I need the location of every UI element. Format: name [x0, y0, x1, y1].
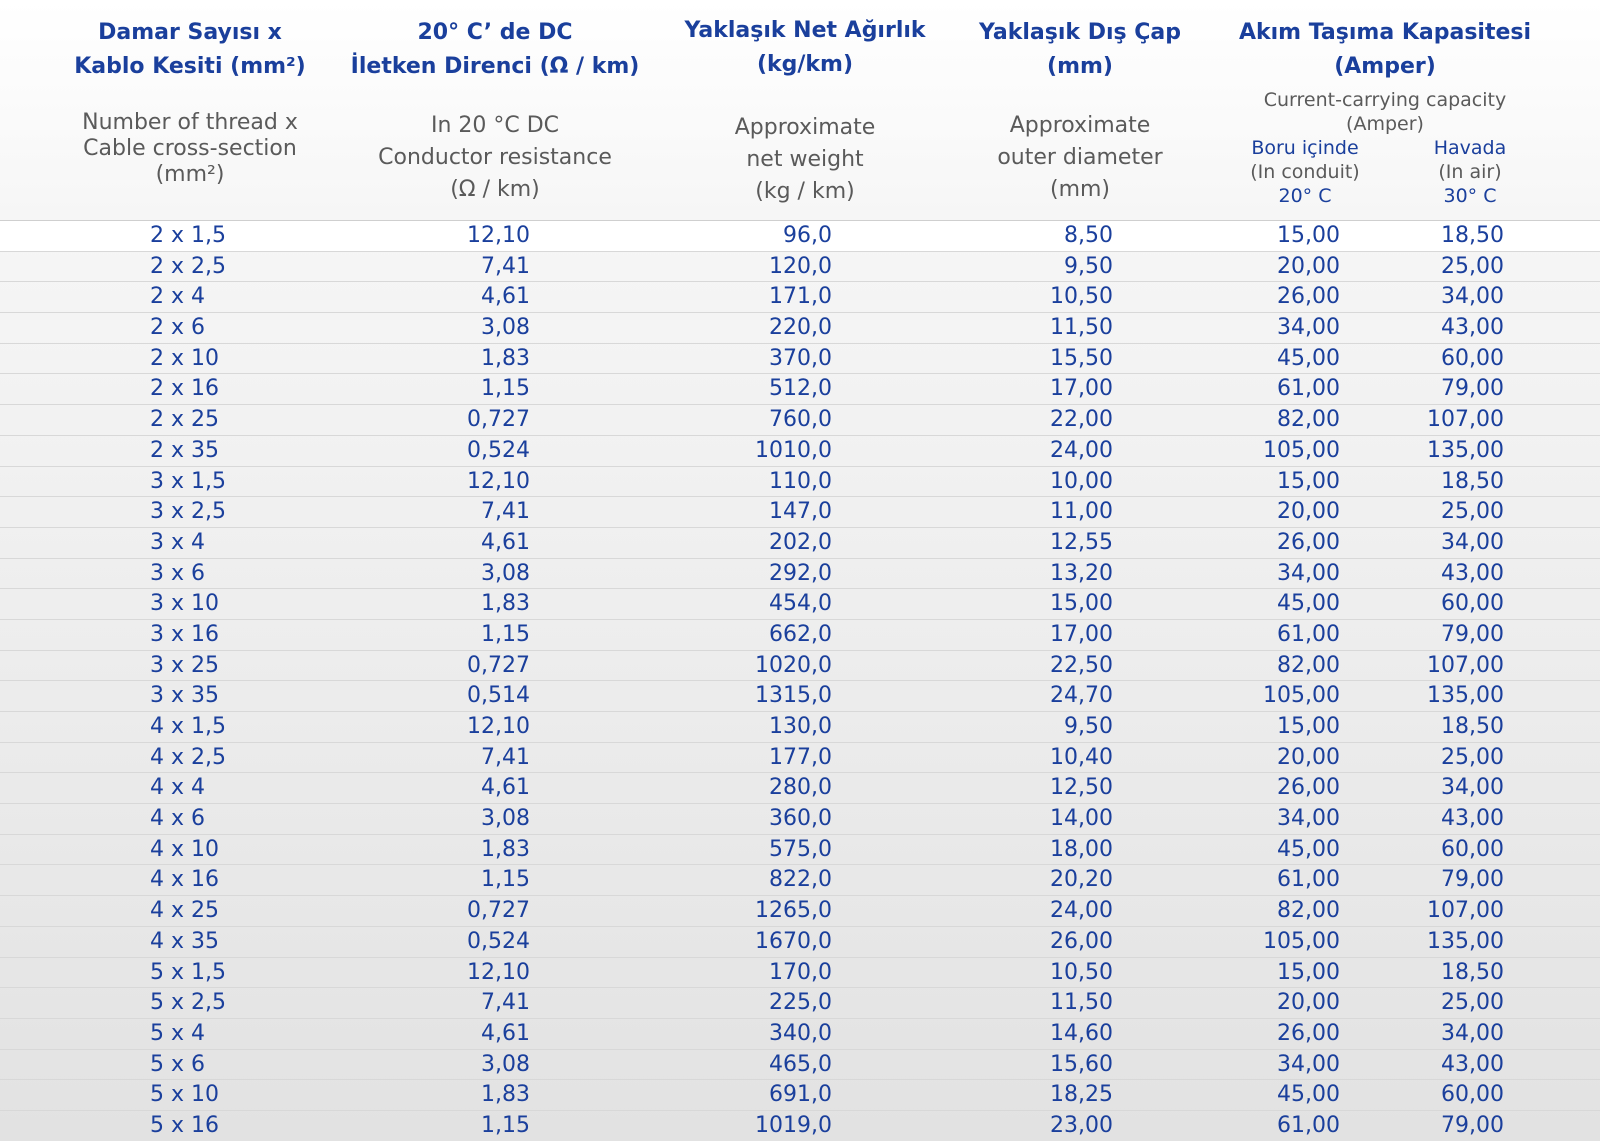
cell-resistance: 1,15	[481, 867, 530, 893]
subheader-in-air-tr: Havada	[1433, 137, 1507, 159]
header-outer-diameter-tr-2: (mm)	[1047, 54, 1113, 79]
cell-net-weight: 1010,0	[755, 437, 832, 463]
cell-thread-section: 3 x 35	[150, 683, 219, 709]
cell-capacity-air: 18,50	[1441, 714, 1504, 739]
cell-thread-section: 5 x 6	[150, 1051, 205, 1077]
cell-capacity-conduit: 61,00	[1277, 376, 1340, 402]
cell-net-weight: 220,0	[769, 315, 832, 341]
cell-thread-section: 2 x 25	[150, 407, 219, 433]
cell-thread-section: 2 x 35	[150, 437, 219, 463]
header-thread-count	[40, 16, 340, 188]
header-outer-diameter-en-2: outer diameter	[997, 145, 1163, 170]
cell-capacity-air: 18,50	[1441, 468, 1504, 494]
table-row	[0, 650, 1600, 681]
table-row	[0, 496, 1600, 527]
cell-capacity-conduit: 20,00	[1277, 990, 1340, 1016]
cell-outer-diameter: 14,60	[1050, 1020, 1113, 1046]
cell-outer-diameter: 15,00	[1050, 591, 1113, 617]
cell-outer-diameter: 11,50	[1050, 315, 1113, 341]
cell-outer-diameter: 18,00	[1050, 836, 1113, 862]
cell-capacity-air: 34,00	[1441, 775, 1504, 801]
cell-thread-section: 3 x 1,5	[150, 468, 226, 494]
cell-net-weight: 575,0	[769, 836, 832, 862]
cell-net-weight: 1670,0	[755, 928, 832, 954]
header-net-weight-en-3: (kg / km)	[755, 179, 855, 204]
cell-capacity-air: 135,00	[1427, 683, 1504, 709]
cell-thread-section: 3 x 25	[150, 652, 219, 678]
table-row	[0, 742, 1600, 773]
header-resistance-tr-2: İletken Direnci (Ω / km)	[350, 54, 640, 79]
cell-capacity-air: 34,00	[1441, 284, 1504, 310]
cell-resistance: 0,727	[467, 652, 530, 678]
cell-capacity-air: 79,00	[1441, 1112, 1504, 1138]
cell-capacity-conduit: 105,00	[1263, 683, 1340, 709]
cell-resistance: 4,61	[481, 529, 530, 555]
cell-capacity-conduit: 45,00	[1277, 1082, 1340, 1108]
header-current-capacity	[1215, 16, 1555, 136]
subheader-in-air	[1410, 136, 1530, 208]
header-thread-count-tr-1: Damar Sayısı x	[98, 20, 282, 45]
table-row	[0, 680, 1600, 711]
table-row	[0, 466, 1600, 497]
cell-net-weight: 130,0	[769, 714, 832, 739]
cell-capacity-conduit: 82,00	[1277, 898, 1340, 924]
header-resistance-en-2: Conductor resistance	[378, 145, 612, 170]
header-thread-count-en-2: Cable cross-section	[83, 136, 297, 161]
table-row	[0, 588, 1600, 619]
cell-outer-diameter: 10,00	[1050, 468, 1113, 494]
table-row	[0, 1110, 1600, 1141]
cell-net-weight: 1265,0	[755, 898, 832, 924]
subheader-in-conduit	[1225, 136, 1385, 208]
header-current-capacity-tr-1: Akım Taşıma Kapasitesi	[1238, 20, 1532, 45]
header-thread-count-tr-2: Kablo Kesiti (mm²)	[74, 54, 306, 79]
table-row	[0, 251, 1600, 282]
header-current-capacity-tr-2: (Amper)	[1334, 54, 1436, 79]
cell-thread-section: 4 x 35	[150, 928, 219, 954]
cell-capacity-air: 135,00	[1427, 437, 1504, 463]
cell-net-weight: 1020,0	[755, 652, 832, 678]
cell-net-weight: 662,0	[769, 621, 832, 647]
cell-net-weight: 177,0	[769, 744, 832, 770]
cell-thread-section: 2 x 10	[150, 345, 219, 371]
table-row	[0, 343, 1600, 374]
table-row	[0, 834, 1600, 865]
cell-thread-section: 2 x 1,5	[150, 223, 226, 248]
cell-capacity-conduit: 105,00	[1263, 928, 1340, 954]
table-row	[0, 803, 1600, 834]
cell-resistance: 7,41	[481, 499, 530, 525]
cell-net-weight: 1315,0	[755, 683, 832, 709]
subheader-in-air-temp: 30° C	[1443, 185, 1497, 207]
header-outer-diameter	[950, 16, 1210, 206]
cell-capacity-conduit: 26,00	[1277, 284, 1340, 310]
cell-thread-section: 5 x 4	[150, 1020, 205, 1046]
cell-thread-section: 4 x 25	[150, 898, 219, 924]
cell-capacity-air: 79,00	[1441, 376, 1504, 402]
cell-outer-diameter: 24,00	[1050, 437, 1113, 463]
cell-capacity-conduit: 61,00	[1277, 621, 1340, 647]
cell-capacity-conduit: 26,00	[1277, 775, 1340, 801]
cell-thread-section: 4 x 10	[150, 836, 219, 862]
cell-capacity-conduit: 26,00	[1277, 529, 1340, 555]
cell-resistance: 0,727	[467, 898, 530, 924]
header-net-weight	[655, 14, 955, 208]
cell-outer-diameter: 24,00	[1050, 898, 1113, 924]
cell-capacity-air: 18,50	[1441, 959, 1504, 985]
table-row	[0, 987, 1600, 1018]
subheader-in-conduit-tr: Boru içinde	[1251, 137, 1359, 159]
cell-net-weight: 454,0	[769, 591, 832, 617]
cell-net-weight: 340,0	[769, 1020, 832, 1046]
cell-resistance: 3,08	[481, 315, 530, 341]
header-current-capacity-en-1: Current-carrying capacity	[1263, 89, 1507, 111]
cell-resistance: 7,41	[481, 744, 530, 770]
cell-outer-diameter: 23,00	[1050, 1112, 1113, 1138]
cell-thread-section: 2 x 16	[150, 376, 219, 402]
header-current-capacity-en-2: (Amper)	[1346, 113, 1424, 135]
table-row	[0, 619, 1600, 650]
table-row	[0, 312, 1600, 343]
table-row	[0, 864, 1600, 895]
cell-capacity-air: 25,00	[1441, 253, 1504, 279]
cell-capacity-air: 60,00	[1441, 836, 1504, 862]
cell-capacity-air: 107,00	[1427, 898, 1504, 924]
table-row	[0, 957, 1600, 988]
cell-thread-section: 2 x 6	[150, 315, 205, 341]
cell-capacity-conduit: 61,00	[1277, 1112, 1340, 1138]
table-row	[0, 1079, 1600, 1110]
cell-capacity-conduit: 15,00	[1277, 468, 1340, 494]
cell-net-weight: 691,0	[769, 1082, 832, 1108]
cell-outer-diameter: 8,50	[1064, 223, 1113, 248]
header-outer-diameter-tr-1: Yaklaşık Dış Çap	[979, 20, 1181, 45]
cell-outer-diameter: 12,55	[1050, 529, 1113, 555]
cell-outer-diameter: 12,50	[1050, 775, 1113, 801]
header-net-weight-tr-2: (kg/km)	[756, 52, 854, 77]
cell-thread-section: 3 x 2,5	[150, 499, 226, 525]
cell-capacity-conduit: 82,00	[1277, 407, 1340, 433]
cell-capacity-conduit: 34,00	[1277, 806, 1340, 832]
cell-net-weight: 760,0	[769, 407, 832, 433]
cell-capacity-air: 60,00	[1441, 1082, 1504, 1108]
subheader-in-air-en: (In air)	[1438, 161, 1502, 183]
header-outer-diameter-en-3: (mm)	[1049, 177, 1111, 202]
header-resistance-en-3: (Ω / km)	[450, 177, 540, 202]
cell-net-weight: 292,0	[769, 560, 832, 586]
cell-capacity-conduit: 15,00	[1277, 223, 1340, 248]
cell-capacity-conduit: 26,00	[1277, 1020, 1340, 1046]
cell-resistance: 3,08	[481, 1051, 530, 1077]
cell-net-weight: 225,0	[769, 990, 832, 1016]
cell-capacity-air: 34,00	[1441, 1020, 1504, 1046]
cell-capacity-conduit: 15,00	[1277, 959, 1340, 985]
cell-resistance: 0,514	[467, 683, 530, 709]
cell-capacity-conduit: 20,00	[1277, 253, 1340, 279]
cell-net-weight: 202,0	[769, 529, 832, 555]
table-row	[0, 558, 1600, 589]
cell-resistance: 0,727	[467, 407, 530, 433]
cell-net-weight: 170,0	[769, 959, 832, 985]
table-row	[0, 527, 1600, 558]
cell-capacity-conduit: 105,00	[1263, 437, 1340, 463]
cell-resistance: 4,61	[481, 775, 530, 801]
table-row	[0, 772, 1600, 803]
cell-capacity-air: 25,00	[1441, 744, 1504, 770]
cell-resistance: 7,41	[481, 253, 530, 279]
header-thread-count-en-1: Number of thread x	[82, 110, 298, 135]
cell-thread-section: 4 x 6	[150, 806, 205, 832]
cell-resistance: 1,15	[481, 1112, 530, 1138]
cell-thread-section: 5 x 1,5	[150, 959, 226, 985]
cell-resistance: 1,83	[481, 1082, 530, 1108]
cell-capacity-air: 43,00	[1441, 560, 1504, 586]
cell-resistance: 1,15	[481, 621, 530, 647]
cell-capacity-air: 79,00	[1441, 621, 1504, 647]
table-row	[0, 404, 1600, 435]
cell-net-weight: 370,0	[769, 345, 832, 371]
cell-capacity-air: 43,00	[1441, 1051, 1504, 1077]
cell-outer-diameter: 9,50	[1064, 253, 1113, 279]
cell-thread-section: 4 x 16	[150, 867, 219, 893]
header-thread-count-en-3: (mm²)	[155, 162, 225, 187]
header-net-weight-en-2: net weight	[746, 147, 864, 172]
cell-capacity-air: 60,00	[1441, 591, 1504, 617]
cell-capacity-air: 107,00	[1427, 407, 1504, 433]
cell-capacity-conduit: 45,00	[1277, 591, 1340, 617]
table-body	[0, 220, 1600, 1141]
table-row	[0, 373, 1600, 404]
subheader-in-conduit-en: (In conduit)	[1250, 161, 1360, 183]
cell-capacity-air: 25,00	[1441, 499, 1504, 525]
cell-outer-diameter: 9,50	[1064, 714, 1113, 739]
cell-thread-section: 2 x 2,5	[150, 253, 226, 279]
cell-net-weight: 147,0	[769, 499, 832, 525]
cell-resistance: 0,524	[467, 928, 530, 954]
cell-resistance: 3,08	[481, 806, 530, 832]
header-net-weight-tr-1: Yaklaşık Net Ağırlık	[684, 18, 926, 43]
cell-outer-diameter: 10,50	[1050, 284, 1113, 310]
cell-net-weight: 96,0	[783, 223, 832, 248]
table-row	[0, 926, 1600, 957]
cell-thread-section: 3 x 6	[150, 560, 205, 586]
cell-thread-section: 4 x 1,5	[150, 714, 226, 739]
cell-resistance: 0,524	[467, 437, 530, 463]
cell-outer-diameter: 17,00	[1050, 621, 1113, 647]
cell-capacity-air: 43,00	[1441, 806, 1504, 832]
table-row	[0, 1049, 1600, 1080]
cell-net-weight: 1019,0	[755, 1112, 832, 1138]
cell-resistance: 1,83	[481, 345, 530, 371]
cell-outer-diameter: 15,50	[1050, 345, 1113, 371]
header-outer-diameter-en-1: Approximate	[1009, 113, 1151, 138]
cell-capacity-air: 135,00	[1427, 928, 1504, 954]
cell-outer-diameter: 10,50	[1050, 959, 1113, 985]
cell-resistance: 4,61	[481, 1020, 530, 1046]
header-resistance-tr-1: 20° C’ de DC	[417, 20, 573, 45]
cell-thread-section: 2 x 4	[150, 284, 205, 310]
header-resistance	[335, 16, 655, 206]
cell-outer-diameter: 11,50	[1050, 990, 1113, 1016]
cell-capacity-conduit: 20,00	[1277, 499, 1340, 525]
header-net-weight-en-1: Approximate	[734, 115, 876, 140]
cell-capacity-air: 18,50	[1441, 223, 1504, 248]
cell-outer-diameter: 22,50	[1050, 652, 1113, 678]
cell-capacity-conduit: 45,00	[1277, 836, 1340, 862]
cell-capacity-air: 60,00	[1441, 345, 1504, 371]
cell-resistance: 1,83	[481, 836, 530, 862]
cell-thread-section: 3 x 16	[150, 621, 219, 647]
cell-resistance: 12,10	[467, 714, 530, 739]
cell-capacity-conduit: 34,00	[1277, 560, 1340, 586]
cell-outer-diameter: 14,00	[1050, 806, 1113, 832]
table-row	[0, 435, 1600, 466]
cell-capacity-air: 43,00	[1441, 315, 1504, 341]
cell-capacity-conduit: 61,00	[1277, 867, 1340, 893]
cell-net-weight: 465,0	[769, 1051, 832, 1077]
cell-capacity-conduit: 34,00	[1277, 1051, 1340, 1077]
cell-resistance: 1,83	[481, 591, 530, 617]
cell-outer-diameter: 24,70	[1050, 683, 1113, 709]
table-row	[0, 220, 1600, 251]
cell-outer-diameter: 22,00	[1050, 407, 1113, 433]
cell-thread-section: 4 x 2,5	[150, 744, 226, 770]
cell-capacity-air: 107,00	[1427, 652, 1504, 678]
cell-outer-diameter: 18,25	[1050, 1082, 1113, 1108]
cell-resistance: 12,10	[467, 468, 530, 494]
cell-capacity-air: 34,00	[1441, 529, 1504, 555]
cell-net-weight: 120,0	[769, 253, 832, 279]
cell-net-weight: 280,0	[769, 775, 832, 801]
cell-outer-diameter: 13,20	[1050, 560, 1113, 586]
cell-resistance: 1,15	[481, 376, 530, 402]
cell-thread-section: 5 x 2,5	[150, 990, 226, 1016]
cell-capacity-conduit: 45,00	[1277, 345, 1340, 371]
table-row	[0, 1018, 1600, 1049]
cell-net-weight: 360,0	[769, 806, 832, 832]
cell-thread-section: 3 x 10	[150, 591, 219, 617]
table-row	[0, 711, 1600, 742]
cell-thread-section: 3 x 4	[150, 529, 205, 555]
cell-capacity-conduit: 34,00	[1277, 315, 1340, 341]
cell-outer-diameter: 17,00	[1050, 376, 1113, 402]
cell-outer-diameter: 10,40	[1050, 744, 1113, 770]
cell-resistance: 12,10	[467, 959, 530, 985]
cell-outer-diameter: 20,20	[1050, 867, 1113, 893]
cell-capacity-conduit: 20,00	[1277, 744, 1340, 770]
cell-net-weight: 822,0	[769, 867, 832, 893]
table-row	[0, 281, 1600, 312]
cell-outer-diameter: 15,60	[1050, 1051, 1113, 1077]
table-row	[0, 895, 1600, 926]
cell-thread-section: 5 x 16	[150, 1112, 219, 1138]
cell-thread-section: 5 x 10	[150, 1082, 219, 1108]
subheader-in-conduit-temp: 20° C	[1278, 185, 1332, 207]
cell-net-weight: 171,0	[769, 284, 832, 310]
cell-net-weight: 512,0	[769, 376, 832, 402]
cell-net-weight: 110,0	[769, 468, 832, 494]
cell-capacity-conduit: 15,00	[1277, 714, 1340, 739]
cell-outer-diameter: 26,00	[1050, 928, 1113, 954]
cell-capacity-conduit: 82,00	[1277, 652, 1340, 678]
cell-resistance: 3,08	[481, 560, 530, 586]
cell-resistance: 12,10	[467, 223, 530, 248]
header-resistance-en-1: In 20 °C DC	[430, 113, 560, 138]
cell-capacity-air: 25,00	[1441, 990, 1504, 1016]
cell-resistance: 4,61	[481, 284, 530, 310]
cell-resistance: 7,41	[481, 990, 530, 1016]
cell-thread-section: 4 x 4	[150, 775, 205, 801]
cell-capacity-air: 79,00	[1441, 867, 1504, 893]
cell-outer-diameter: 11,00	[1050, 499, 1113, 525]
